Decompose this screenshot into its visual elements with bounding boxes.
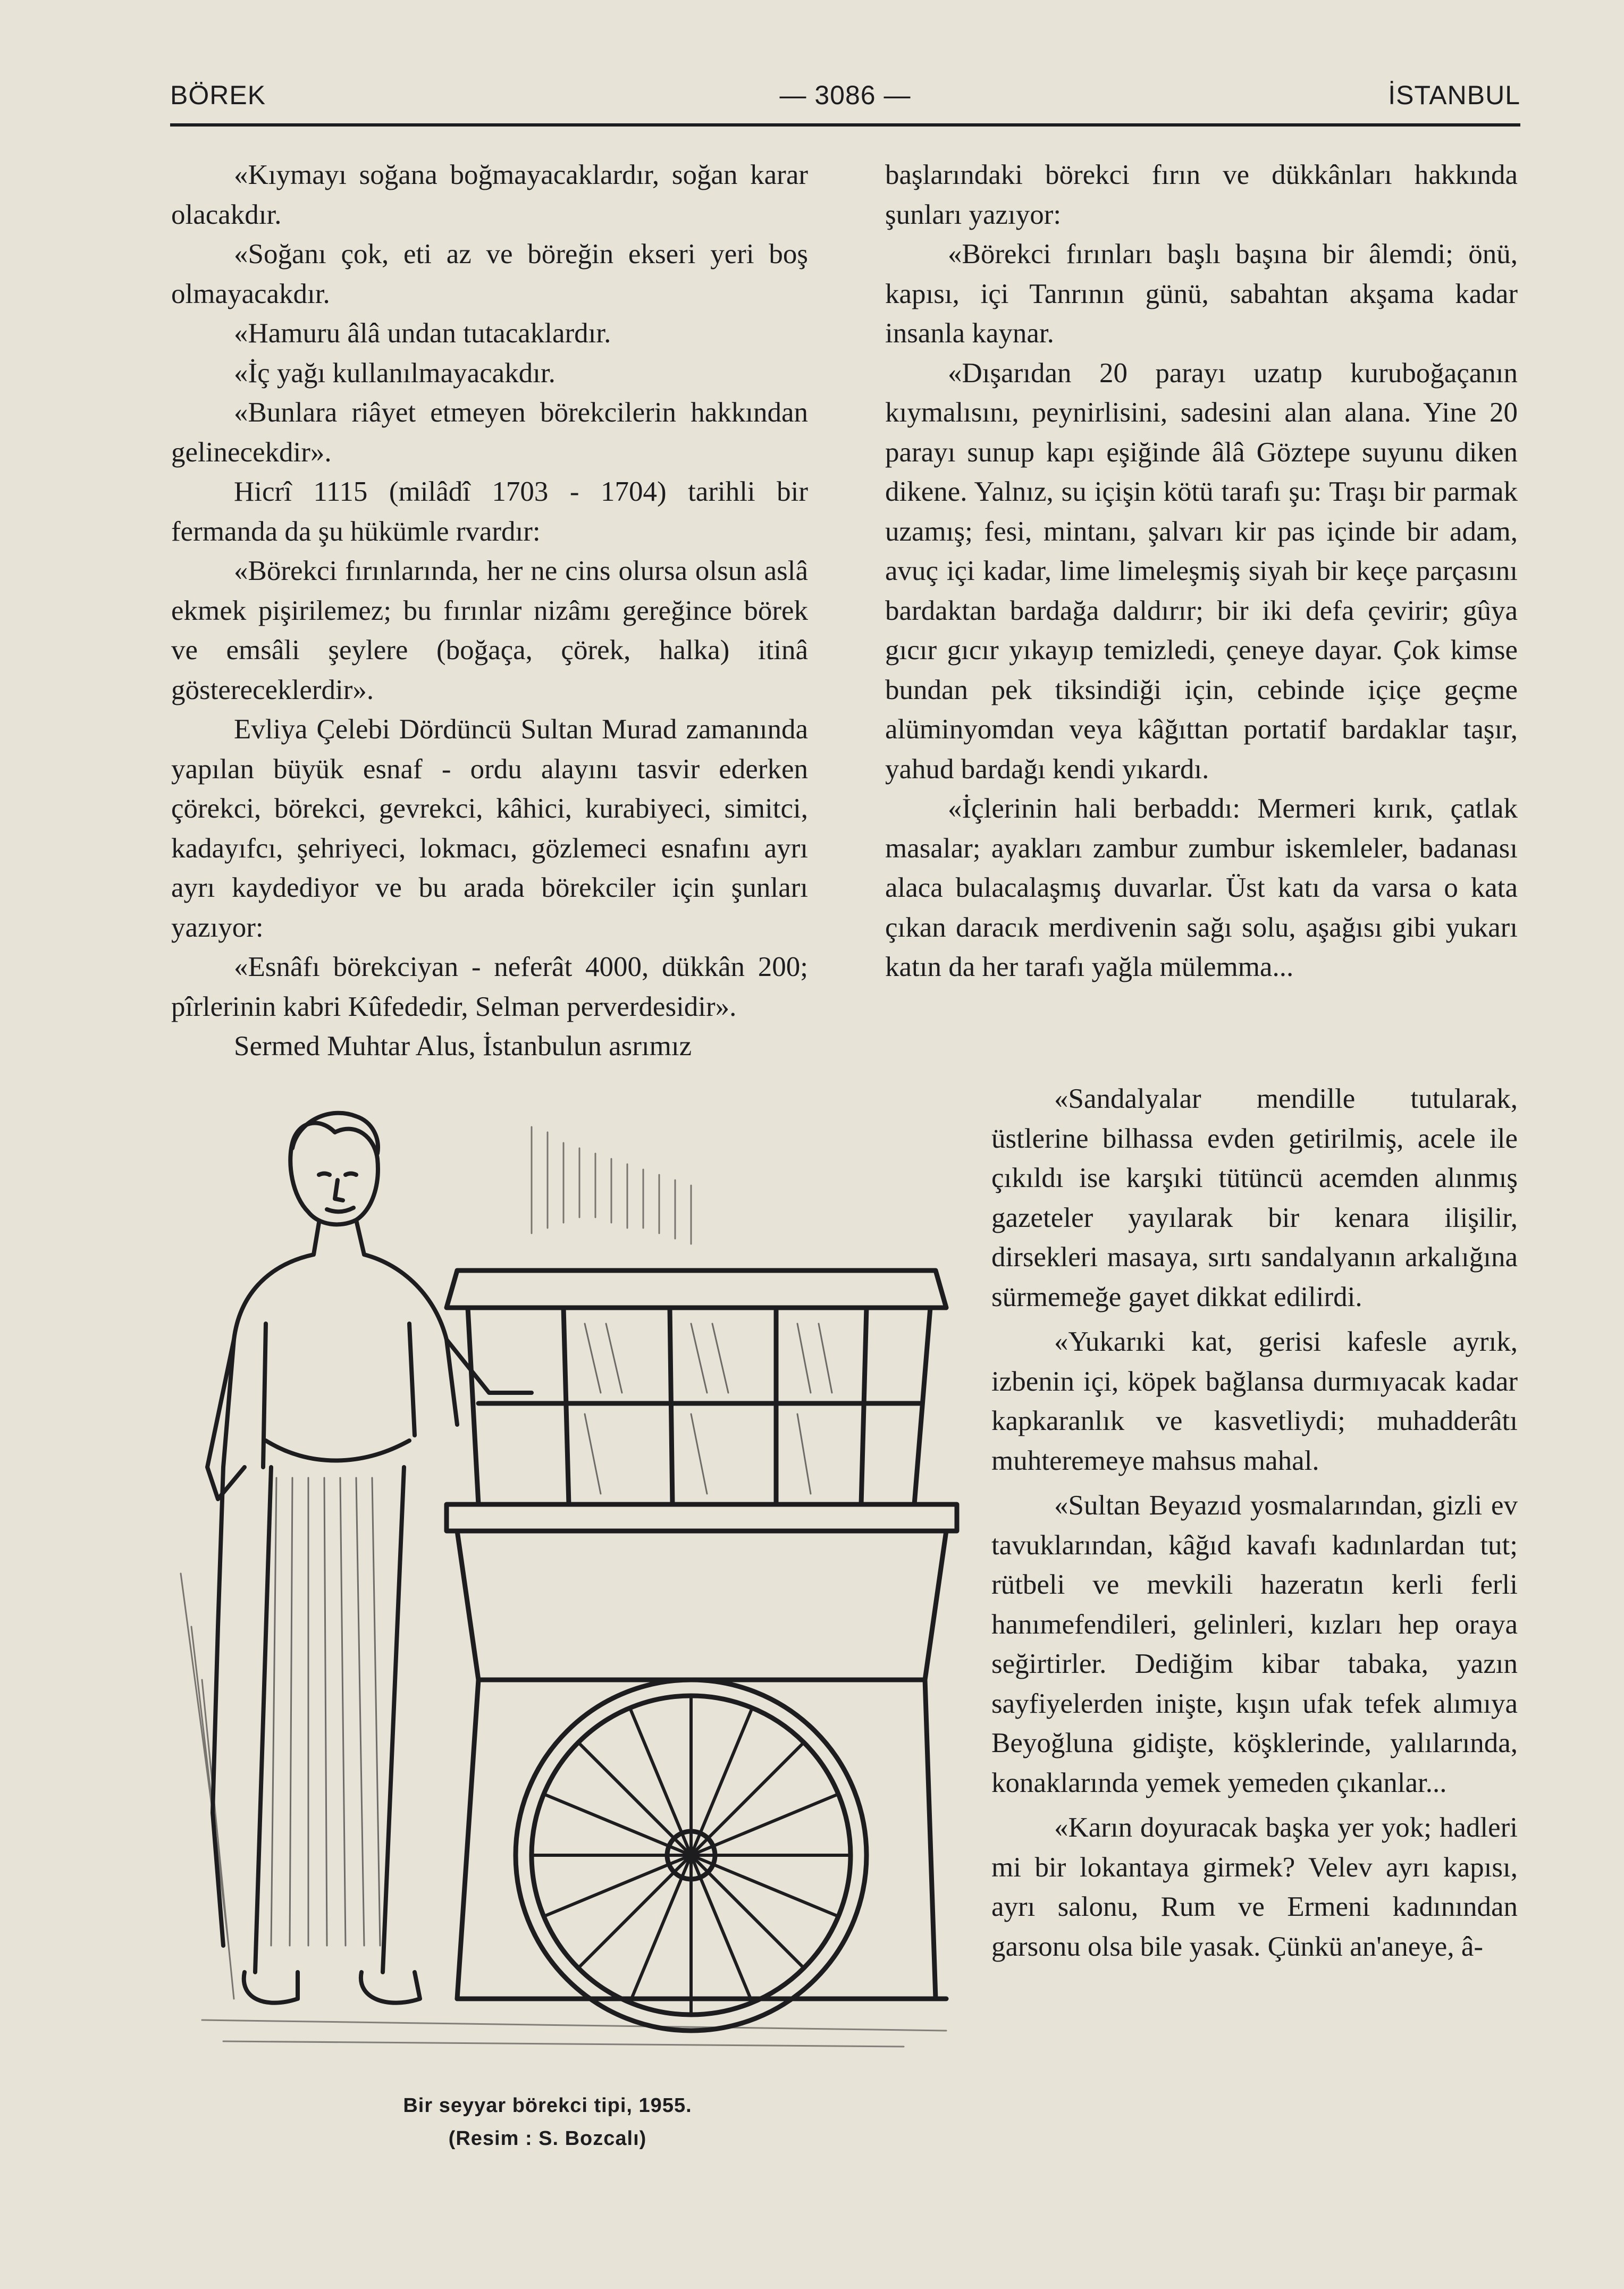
running-head-left: BÖREK	[170, 80, 266, 110]
paragraph: «Karın doyuracak başka yer yok; hadleri mi bir lokantaya girmek? Velev ayrı kapısı, ayrı salonu, Rum ve Ermeni kadınından garsonu olsa bile yasak. Çünkü an'aneye, â-	[991, 1812, 1518, 1962]
paragraph: «Dışarıdan 20 parayı uzatıp kuruboğaçanın kıymalısını, peynirlisini, sadesini alan alana. Yine 20 parayı sunup kapı eşiğinde âlâ Göztepe suyunu diken dikene. Yalnız, su içişin kötü tarafı şu: Traşı bir parmak uzamış; fesi, mintanı, şalvarı kir pas içinde bir adam, avuç içi kadar, lime limeleşmiş siyah bir keçe parçasını bardaktan bardağa daldırır; bir iki defa çevirir; gûya gıcır gıcır yıkayıp temizledi, çeneye dayar. Çok kimse bundan pek tiksindiği için, cebinde içiçe geçme alüminyomdan veya kâğıttan portatif bardaklar taşır, yahud bardağı kendi yıkardı.	[885, 357, 1518, 785]
paragraph: «Esnâfı börekciyan - neferât 4000, dükkân 200; pîrlerinin kabri Kûfededir, Selman perverdesidir».	[171, 952, 808, 1022]
paragraph: Evliya Çelebi Dördüncü Sultan Murad zamanında yapılan büyük esnaf - ordu alayını tasvir ederken çörekci, börekci, gevrekci, kâhici, kurabiyeci, simitci, kadayıfcı, şehriyeci, lokmacı, gözlemeci esnafını ayrı ayrı kaydediyor ve bu arada börekciler için şunları yazıyor:	[171, 714, 808, 943]
paragraph: «Hamuru âlâ undan tutacaklardır.	[234, 318, 611, 349]
paragraph: «Yukarıki kat, gerisi kafesle ayrık, izbenin içi, köpek bağlansa durmıyacak kadar kapkaranlık ve kasvetliydi; muhadderâtı muhteremeye mahsus mahal.	[991, 1326, 1518, 1476]
figure-caption	[298, 2089, 797, 2155]
paragraph: «İçlerinin hali berbaddı: Mermeri kırık, çatlak masalar; ayakları zambur zumbur iskemleler, badanası alaca bulacalaşmış duvarlar. Üst katı da varsa o kata çıkan daracık merdivenin sağı solu, aşağısı gibi yukarı katın da her tarafı yağla mülemma...	[885, 793, 1518, 982]
caption-title: Bir seyyar börekci tipi, 1955.	[403, 2094, 692, 2117]
paragraph: «Börekci fırınlarında, her ne cins olursa olsun aslâ ekmek pişirilemez; bu fırınlar nizâmı gereğince börek ve emsâli şeylere (boğaça, çörek, halka) itinâ göstereceklerdir».	[171, 556, 808, 705]
left-column	[171, 155, 808, 1066]
paragraph: «Sandalyalar mendille tutularak, üstlerine bilhassa evden getirilmiş, acele ile çıkıldı ise karşıki tütüncü acemden alınmış gazeteler yayılarak bir kenara ilişilir, dirsekleri masaya, sırtı sandalyanın arkalığına sürmemeğe gayet dikkat edilirdi.	[991, 1083, 1518, 1312]
caption-credit: (Resim : S. Bozcalı)	[448, 2127, 647, 2150]
running-head-right: İSTANBUL	[1388, 80, 1520, 110]
paragraph: başlarındaki börekci fırın ve dükkânları hakkında şunları yazıyor:	[885, 159, 1518, 230]
right-column	[885, 155, 1518, 987]
paragraph: Sermed Muhtar Alus, İstanbulun asrımız	[234, 1031, 692, 1062]
paragraph: «İç yağı kullanılmayacakdır.	[234, 357, 556, 389]
paragraph: «Soğanı çok, eti az ve böreğin ekseri yeri boş olmayacakdır.	[171, 239, 808, 309]
paragraph: Hicrî 1115 (milâdî 1703 - 1704) tarihli bir fermanda da şu hükümle rvardır:	[171, 476, 808, 547]
page-number: — 3086 —	[779, 80, 911, 110]
street-vendor-illustration	[159, 1095, 973, 2068]
paragraph: «Börekci fırınları başlı başına bir âlemdi; önü, kapısı, içi Tanrının günü, sabahtan akşama kadar insanla kaynar.	[885, 239, 1518, 349]
header-rule	[170, 123, 1520, 127]
page-header	[170, 80, 1520, 122]
right-column-narrow	[991, 1079, 1518, 1972]
paragraph: «Kıymayı soğana boğmayacaklardır, soğan karar olacakdır.	[171, 159, 808, 230]
paragraph: «Bunlara riâyet etmeyen börekcilerin hakkından gelinecekdir».	[171, 397, 808, 468]
paragraph: «Sultan Beyazıd yosmalarından, gizli ev tavuklarından, kâğıd kavafı kadınlardan tut; rütbeli ve mevkili hazeratın kerli ferli hanımefendileri, gelinleri, kızları hep oraya seğirtirler. Dediğim kibar tabaka, yazın sayfiyelerden inişte, kışın ufak tefek alımıya Beyoğluna gidişte, köşklerinde, yalılarında, konaklarında yemek yemeden çıkanlar...	[991, 1490, 1518, 1798]
